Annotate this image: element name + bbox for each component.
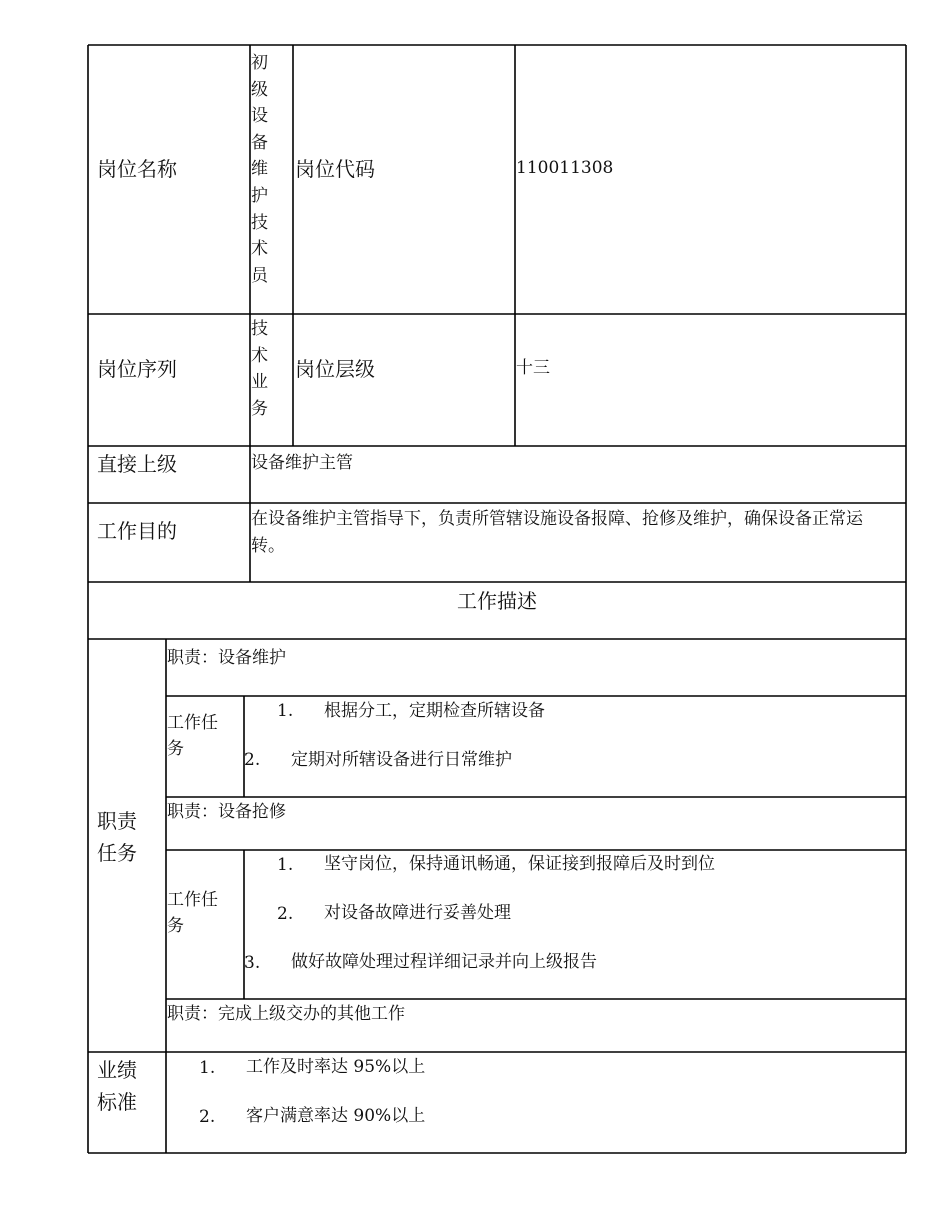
performance-2-text: 客户满意率达 90%以上: [246, 1106, 426, 1126]
position-code-label: 岗位代码: [295, 157, 375, 181]
position-series-value: 技术业务: [251, 319, 268, 419]
performance-1-text: 工作及时率达 95%以上: [246, 1057, 426, 1077]
position-series-label: 岗位序列: [97, 357, 177, 381]
purpose-value: 在设备维护主管指导下，负责所管辖设施设备报障、抢修及维护，确保设备正常运转。: [251, 509, 863, 556]
task-1-1-text: 根据分工，定期检查所辖设备: [324, 701, 545, 721]
task-2-1-num: 1.: [277, 855, 294, 875]
description-title: 工作描述: [457, 589, 537, 613]
position-name-value: 初级设备维护技术员: [251, 53, 268, 286]
duty-title-3: 职责：完成上级交办的其他工作: [167, 1004, 405, 1024]
performance-1-num: 1.: [199, 1058, 216, 1078]
position-level-label: 岗位层级: [295, 357, 375, 381]
duty-title-1: 职责：设备维护: [167, 648, 286, 668]
duty-title-2: 职责：设备抢修: [167, 802, 286, 822]
task-label-2: 工作任务: [167, 890, 218, 936]
superior-label: 直接上级: [97, 452, 177, 476]
position-code-value: 110011308: [516, 158, 614, 178]
task-label-1: 工作任务: [167, 713, 218, 759]
task-1-2-text: 定期对所辖设备进行日常维护: [291, 750, 512, 770]
performance-label: 业绩标准: [97, 1058, 137, 1114]
task-1-2-num: 2.: [244, 750, 261, 770]
performance-2-num: 2.: [199, 1107, 216, 1127]
position-level-value: 十三: [516, 358, 550, 378]
task-1-1-num: 1.: [277, 701, 294, 721]
task-2-3-text: 做好故障处理过程详细记录并向上级报告: [291, 952, 597, 972]
duties-label: 职责任务: [97, 809, 137, 865]
task-2-2-text: 对设备故障进行妥善处理: [324, 903, 511, 923]
superior-value: 设备维护主管: [251, 453, 353, 473]
task-2-2-num: 2.: [277, 904, 294, 924]
task-2-3-num: 3.: [244, 953, 261, 973]
purpose-label: 工作目的: [97, 519, 177, 543]
task-2-1-text: 坚守岗位，保持通讯畅通，保证接到报障后及时到位: [324, 854, 715, 874]
position-name-label: 岗位名称: [97, 157, 177, 181]
